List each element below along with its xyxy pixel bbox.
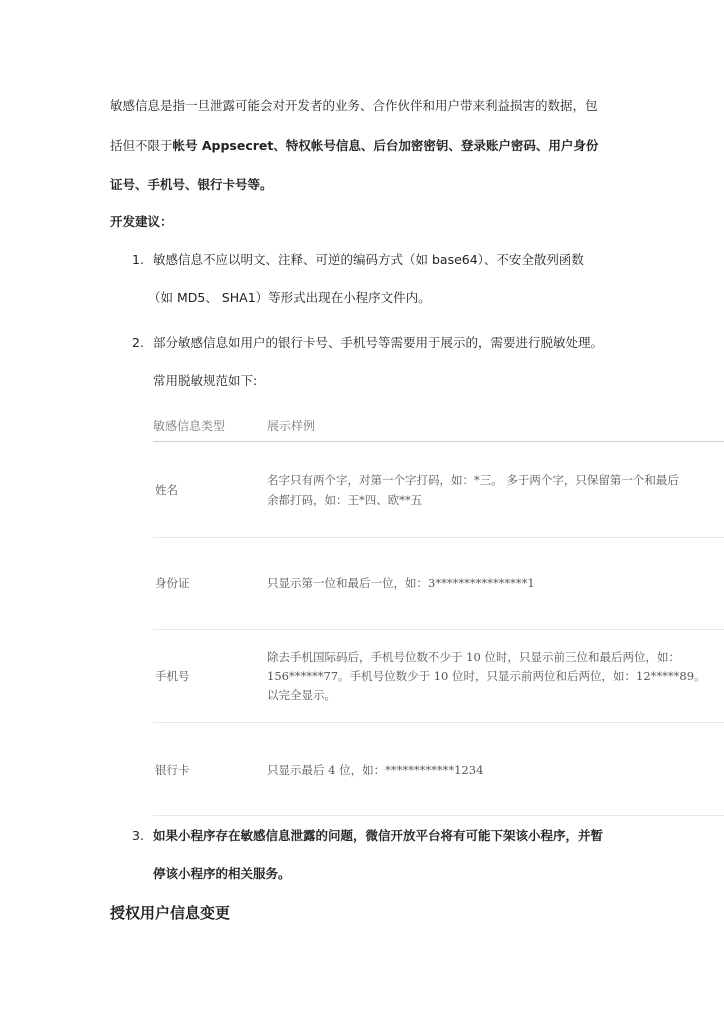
intro-line-2-prefix: 括但不限于 <box>110 138 173 153</box>
table-cell-type: 银行卡 <box>155 763 190 777</box>
intro-line-2-bold: 帐号 Appsecret、特权帐号信息、后台加密密钥、登录账户密码、用户身份 <box>172 138 599 153</box>
list-item-1-number: 1. <box>132 252 144 267</box>
table-header-type: 敏感信息类型 <box>153 419 226 433</box>
table-header-divider <box>153 441 724 442</box>
table-header-example: 展示样例 <box>267 419 316 433</box>
table-row-divider <box>153 537 724 538</box>
section-title: 授权用户信息变更 <box>110 904 231 922</box>
table-cell-example-line: 只显示最后 4 位，如：************1234 <box>267 763 484 777</box>
table-cell-example-line: 以完全显示。 <box>267 688 336 702</box>
list-item-2-number: 2. <box>132 335 144 350</box>
table-row-divider <box>153 629 724 630</box>
table-cell-example-line: 156******77。手机号位数少于 10 位时，只显示前两位和后两位，如：12*****89。 <box>267 669 706 683</box>
list-item-1-line-1: 敏感信息不应以明文、注释、可逆的编码方式（如 base64）、不安全散列函数 <box>153 252 584 267</box>
list-item-2-sub: 常用脱敏规范如下: <box>153 373 258 388</box>
list-item-2-line-1: 部分敏感信息如用户的银行卡号、手机号等需要用于展示的，需要进行脱敏处理。 <box>153 335 604 350</box>
table-bottom-divider <box>153 815 724 816</box>
table-cell-type: 姓名 <box>155 483 178 497</box>
table-cell-example-line: 除去手机国际码后，手机号位数不少于 10 位时，只显示前三位和最后两位，如： <box>267 650 680 664</box>
intro-line-2 <box>110 137 598 155</box>
intro-line-1: 敏感信息是指一旦泄露可能会对开发者的业务、合作伙伴和用户带来利益损害的数据，包 <box>110 98 598 113</box>
list-item-1-line-2: （如 MD5、 SHA1）等形式出现在小程序文件内。 <box>148 290 431 305</box>
list-item-3-line-1: 如果小程序存在敏感信息泄露的问题，微信开放平台将有可能下架该小程序，并暂 <box>153 828 604 843</box>
list-item-3-number: 3. <box>132 828 144 843</box>
intro-line-3: 证号、手机号、银行卡号等。 <box>110 177 273 192</box>
table-cell-example-line: 余都打码，如：王*四、欧**五 <box>267 493 423 507</box>
table-cell-type: 手机号 <box>155 669 190 683</box>
table-row-divider <box>153 722 724 723</box>
advice-heading: 开发建议： <box>110 214 173 229</box>
table-cell-type: 身份证 <box>155 576 190 590</box>
table-cell-example-line: 名字只有两个字，对第一个字打码，如：*三。 多于两个字，只保留第一个和最后 <box>267 473 679 487</box>
table-cell-example-line: 只显示第一位和最后一位，如：3****************1 <box>267 576 535 590</box>
list-item-3-line-2: 停该小程序的相关服务。 <box>153 866 291 881</box>
